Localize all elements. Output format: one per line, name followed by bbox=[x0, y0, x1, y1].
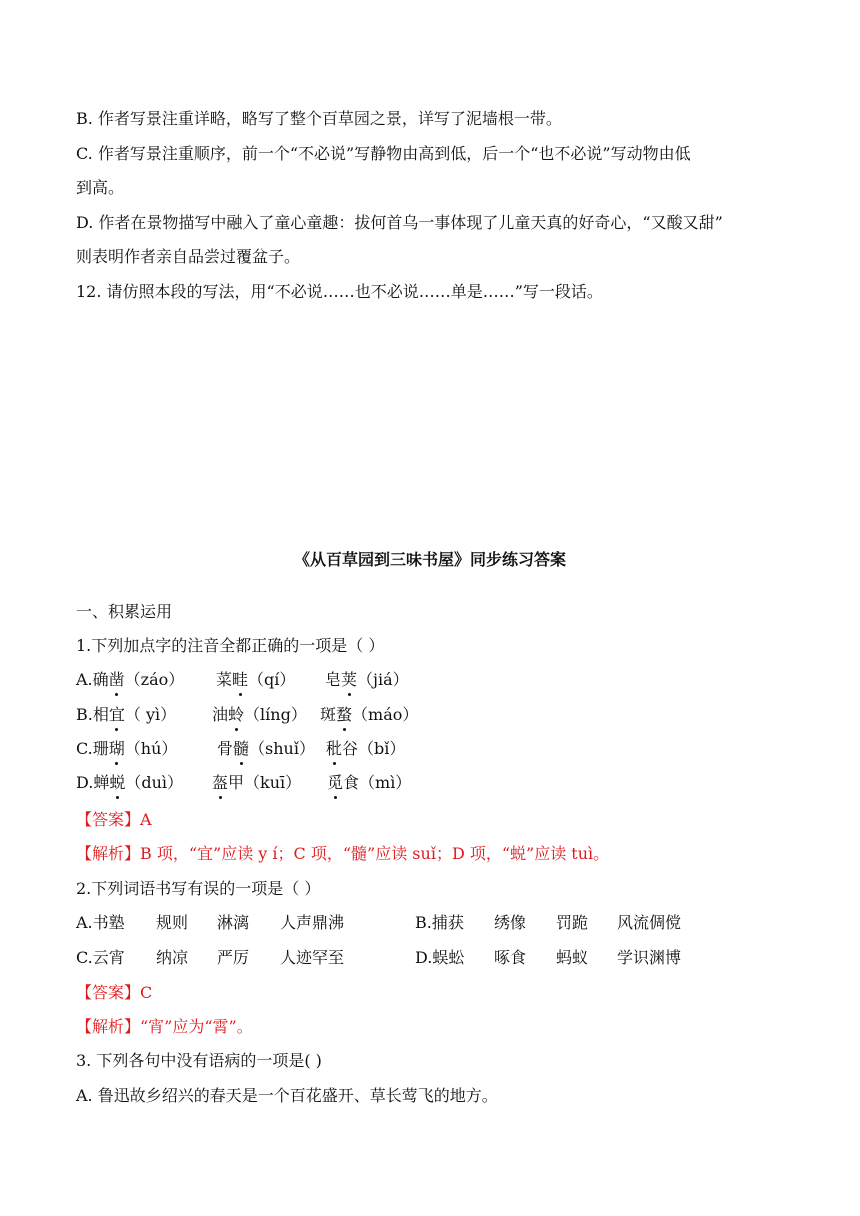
q1-d-dotted-char2: 盔 bbox=[212, 773, 229, 792]
question-12: 12. 请仿照本段的写法，用“不必说……也不必说……单是……”写一段话。 bbox=[76, 282, 603, 301]
q1-a-dotted-char3: 荚 bbox=[341, 670, 358, 689]
q1-option-a bbox=[76, 669, 184, 691]
q1-c-reading1: （hú） bbox=[124, 739, 178, 758]
q1-b-part3: 斑 bbox=[320, 705, 337, 724]
q1-a-part1: A.确 bbox=[76, 670, 109, 689]
q1-a-reading3: （jiá） bbox=[357, 670, 409, 689]
q1-answer: 【答案】A bbox=[76, 810, 152, 829]
page-title: 《从百草园到三味书屋》同步练习答案 bbox=[293, 550, 566, 569]
q2-option-a-word2: 规则 bbox=[156, 913, 189, 932]
q2-option-c-word2: 纳凉 bbox=[156, 948, 189, 967]
q1-option-d-word3 bbox=[327, 772, 411, 794]
q1-option-c-word3 bbox=[326, 738, 405, 760]
q1-c-part2: 骨 bbox=[217, 739, 234, 758]
question-3-stem: 3. 下列各句中没有语病的一项是( ) bbox=[76, 1051, 322, 1070]
q1-b-dotted-char2: 蛉 bbox=[228, 705, 245, 724]
q1-option-c-word2 bbox=[217, 738, 315, 760]
q2-option-d-word1: D.蜈蚣 bbox=[415, 948, 465, 967]
q1-b-reading3: （máo） bbox=[352, 705, 419, 724]
q1-option-c bbox=[76, 738, 177, 760]
q1-a-dotted-char1: 凿 bbox=[108, 670, 125, 689]
q2-option-b-word4: 风流倜傥 bbox=[617, 913, 682, 932]
q1-option-b-word2 bbox=[212, 704, 307, 726]
q1-option-b bbox=[76, 704, 176, 726]
q2-option-a-word3: 淋漓 bbox=[217, 913, 250, 932]
q2-analysis: 【解析】“宵”应为“霄”。 bbox=[76, 1017, 253, 1036]
q2-option-d-word3: 蚂蚁 bbox=[556, 948, 589, 967]
q1-d-dotted-char1: 蜕 bbox=[109, 773, 126, 792]
question-1-stem: 1.下列加点字的注音全都正确的一项是（ ） bbox=[76, 636, 385, 655]
option-c-text-line1: C. 作者写景注重顺序，前一个“不必说”写静物由高到低，后一个“也不必说”写动物由低 bbox=[76, 144, 691, 163]
q2-option-b-word2: 绣像 bbox=[494, 913, 527, 932]
q2-option-b-word1: B.捕获 bbox=[415, 913, 464, 932]
q2-answer: 【答案】C bbox=[76, 983, 153, 1002]
q1-b-dotted-char3: 蝥 bbox=[336, 705, 353, 724]
option-d-text-line2: 则表明作者亲自品尝过覆盆子。 bbox=[76, 247, 301, 266]
q1-b-part1: B.相 bbox=[76, 705, 109, 724]
question-2-stem: 2.下列词语书写有误的一项是（ ） bbox=[76, 879, 321, 898]
q1-d-dotted-char3: 觅 bbox=[327, 773, 344, 792]
q1-d-reading2: 甲（kuī） bbox=[228, 773, 302, 792]
q2-option-c-word4: 人迹罕至 bbox=[280, 948, 345, 967]
q1-d-reading3: 食（mì） bbox=[343, 773, 412, 792]
q2-option-c-word3: 严厉 bbox=[217, 948, 250, 967]
option-d-text-line1: D. 作者在景物描写中融入了童心童趣：拔何首乌一事体现了儿童天真的好奇心，“又酸又甜” bbox=[76, 213, 723, 232]
q1-a-reading2: （qí） bbox=[248, 670, 296, 689]
q1-a-dotted-char2: 畦 bbox=[232, 670, 249, 689]
q1-c-part1: C.珊 bbox=[76, 739, 109, 758]
q1-option-d bbox=[76, 772, 183, 794]
option-c-text-line2: 到高。 bbox=[76, 178, 125, 197]
q1-option-d-word2 bbox=[212, 772, 301, 794]
q1-option-a-word2 bbox=[216, 669, 295, 691]
q1-c-dotted-char2: 髓 bbox=[233, 739, 250, 758]
q1-d-part1: D.蝉 bbox=[76, 773, 110, 792]
q1-b-dotted-char1: 宜 bbox=[108, 705, 125, 724]
q1-a-reading1: （záo） bbox=[124, 670, 185, 689]
q1-b-reading2: （líng） bbox=[244, 705, 307, 724]
q1-a-part2: 菜 bbox=[216, 670, 233, 689]
q2-option-a-word4: 人声鼎沸 bbox=[280, 913, 345, 932]
q2-option-b-word3: 罚跪 bbox=[556, 913, 589, 932]
q1-analysis: 【解析】B 项，“宜”应读 y í；C 项，“髓”应读 suǐ；D 项，“蜕”应读 tuì。 bbox=[76, 844, 610, 863]
option-b-text: B. 作者写景注重详略，略写了整个百草园之景，详写了泥墙根一带。 bbox=[76, 109, 562, 128]
q1-option-a-word3 bbox=[325, 669, 409, 691]
q1-c-dotted-char3: 秕 bbox=[326, 739, 343, 758]
q2-option-c-word1: C.云宵 bbox=[76, 948, 125, 967]
q2-option-a-word1: A.书塾 bbox=[76, 913, 125, 932]
q1-b-reading1: （ yì） bbox=[124, 705, 177, 724]
q2-option-d-word2: 啄食 bbox=[494, 948, 527, 967]
q1-a-part3: 皂 bbox=[325, 670, 342, 689]
q1-b-part2: 油 bbox=[212, 705, 229, 724]
q1-c-dotted-char1: 瑚 bbox=[108, 739, 125, 758]
q1-c-reading3: 谷（bǐ） bbox=[342, 739, 406, 758]
q1-d-reading1: （duì） bbox=[125, 773, 184, 792]
q1-option-b-word3 bbox=[320, 704, 418, 726]
q1-c-reading2: （shuǐ） bbox=[249, 739, 315, 758]
section-heading: 一、积累运用 bbox=[76, 602, 173, 621]
q2-option-d-word4: 学识渊博 bbox=[617, 948, 682, 967]
q3-option-a: A. 鲁迅故乡绍兴的春天是一个百花盛开、草长莺飞的地方。 bbox=[76, 1086, 498, 1105]
